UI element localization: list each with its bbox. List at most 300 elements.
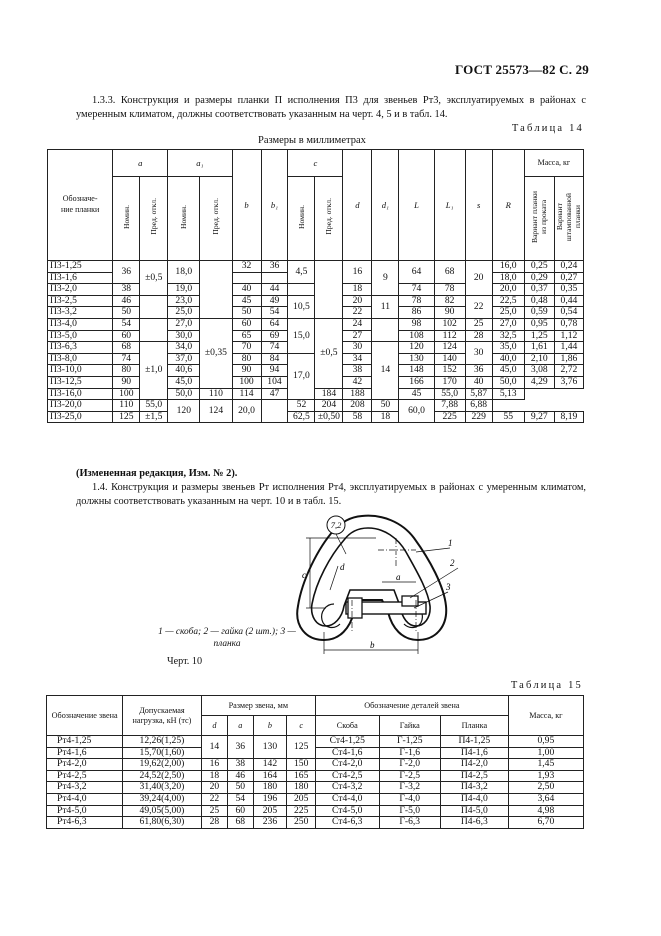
cell: ±1,0 <box>140 342 168 400</box>
cell: 5,13 <box>492 388 524 400</box>
th-mass: Масса, кг <box>524 150 583 177</box>
cell-empty <box>200 261 232 319</box>
cell: 0,48 <box>524 295 554 307</box>
cell: 14 <box>372 342 399 400</box>
th-c: c <box>288 150 343 177</box>
cell: 78 <box>399 295 434 307</box>
cell: 18 <box>372 411 399 423</box>
leader-3 <box>414 592 448 608</box>
cell: П4-2,0 <box>440 759 508 771</box>
cell: 30,0 <box>168 330 200 342</box>
cell: Рт4-2,5 <box>47 770 123 782</box>
cell: 32,5 <box>492 330 524 342</box>
cell: 49,05(5,00) <box>123 805 201 817</box>
table-row <box>47 736 584 748</box>
amendment-note: (Измененная редакция, Изм. № 2). <box>76 468 238 479</box>
cell: Ст4-2,5 <box>315 770 379 782</box>
cell: 60 <box>113 330 140 342</box>
cell: 180 <box>287 782 316 794</box>
cell: 6,88 <box>465 400 492 412</box>
table-row <box>47 747 584 759</box>
cell: П4-1,25 <box>440 736 508 748</box>
cell: 124 <box>434 342 465 354</box>
th-a1-pred: Пред. откл. <box>200 177 232 261</box>
cell: 152 <box>434 365 465 377</box>
th-R: R <box>492 150 524 261</box>
cell: 36 <box>228 736 253 759</box>
cell: 18 <box>201 770 227 782</box>
cell: П4-4,0 <box>440 793 508 805</box>
cell: Рт4-1,25 <box>47 736 123 748</box>
cell: 3,76 <box>554 376 583 388</box>
cell: 1,93 <box>508 770 583 782</box>
cell: 50,0 <box>168 388 200 400</box>
paragraph-1-3-3: 1.3.3. Конструкция и размеры планки П исполнения П3 для звеньев Рт3, эксплуатируемых в районах с умеренным климатом, должны соответствовать указанным на черт. 4, 5 и в табл. 14. <box>76 95 586 120</box>
cell: 1,45 <box>508 759 583 771</box>
cell: ±0,50 <box>315 411 343 423</box>
cell: Ст4-4,0 <box>315 793 379 805</box>
cell: 20 <box>201 782 227 794</box>
dim-d-leader <box>330 566 338 590</box>
cell: 25 <box>201 805 227 817</box>
cell: 25 <box>465 318 492 330</box>
cell: Ст4-5,0 <box>315 805 379 817</box>
cell: 35,0 <box>492 342 524 354</box>
cell: 25,0 <box>492 307 524 319</box>
cell: 204 <box>315 400 343 412</box>
cell: 12,26(1,25) <box>123 736 201 748</box>
cell: 17,0 <box>288 353 315 399</box>
cell: 100 <box>113 388 140 400</box>
cell: Ст4-2,0 <box>315 759 379 771</box>
cell: 225 <box>287 805 316 817</box>
cell: 30 <box>343 342 372 354</box>
cell: 5,87 <box>465 388 492 400</box>
drawing-link-rt4 <box>290 508 460 656</box>
th-a: a <box>228 716 253 736</box>
cell: 62,5 <box>288 411 315 423</box>
cell: Ст4-1,6 <box>315 747 379 759</box>
cell: Г-1,25 <box>379 736 440 748</box>
cell: Рт4-1,6 <box>47 747 123 759</box>
table-row <box>48 411 584 423</box>
cell: 0,29 <box>524 272 554 284</box>
cell: 60 <box>232 318 261 330</box>
cell: 1,44 <box>554 342 583 354</box>
cell: 225 <box>434 411 465 423</box>
cell: 1,61 <box>524 342 554 354</box>
cell: 120 <box>399 342 434 354</box>
cell: П3-12,5 <box>48 376 113 388</box>
cell: 140 <box>434 353 465 365</box>
th-a-nomin: Номин. <box>113 177 140 261</box>
th-d: d <box>201 716 227 736</box>
cell: 19,62(2,00) <box>123 759 201 771</box>
cell: 50 <box>232 307 261 319</box>
th-a1-nomin: Номин. <box>168 177 200 261</box>
cell: 20,0 <box>232 400 261 423</box>
cell: 125 <box>287 736 316 759</box>
th-c-pred: Пред. откл. <box>315 177 343 261</box>
table-15 <box>46 695 584 829</box>
cell: 0,24 <box>554 261 583 273</box>
th-d1: d₁ <box>372 150 399 261</box>
cell: 68 <box>434 261 465 284</box>
cell: 42 <box>343 376 372 388</box>
cell: 16 <box>343 261 372 284</box>
cell: П3-8,0 <box>48 353 113 365</box>
cell: 196 <box>253 793 287 805</box>
nut-left <box>348 598 362 618</box>
cell: 0,59 <box>524 307 554 319</box>
cell: П3-25,0 <box>48 411 113 423</box>
cell: 165 <box>287 770 316 782</box>
cell: 74 <box>399 284 434 296</box>
cell: П3-1,25 <box>48 261 113 273</box>
cell: 90 <box>434 307 465 319</box>
cell: Рт4-2,0 <box>47 759 123 771</box>
th-a-pred: Пред. откл. <box>140 177 168 261</box>
cell: 64 <box>261 318 288 330</box>
th-load: Допускаемая нагрузка, кН (тс) <box>123 696 201 736</box>
cell: 86 <box>399 307 434 319</box>
cell: 184 <box>315 388 343 400</box>
table-row <box>47 782 584 794</box>
cell: 38 <box>228 759 253 771</box>
cell: Ст4-6,3 <box>315 817 379 829</box>
table-15-caption: Таблица 15 <box>510 680 583 691</box>
th-mass: Масса, кг <box>508 696 583 736</box>
table-row <box>48 388 584 400</box>
cell: 28 <box>201 817 227 829</box>
cell: 27,0 <box>168 318 200 330</box>
cell: 2,72 <box>554 365 583 377</box>
cell: 58 <box>343 411 372 423</box>
cell: 130 <box>399 353 434 365</box>
cell: 205 <box>287 793 316 805</box>
cell: 114 <box>232 388 261 400</box>
cell: 50,0 <box>492 376 524 388</box>
table-row <box>48 400 584 412</box>
cell: 31,40(3,20) <box>123 782 201 794</box>
cell: 2,10 <box>524 353 554 365</box>
cell-empty <box>315 261 343 319</box>
cell: 22 <box>465 295 492 318</box>
cell: 9,27 <box>524 411 554 423</box>
cell: 18 <box>343 284 372 296</box>
cell: Г-5,0 <box>379 805 440 817</box>
cell: 22,5 <box>492 295 524 307</box>
cell: 10,5 <box>288 295 315 318</box>
cell: 50 <box>372 400 399 412</box>
cell: 40 <box>465 376 492 388</box>
cell: 22 <box>201 793 227 805</box>
cell: 125 <box>113 411 140 423</box>
cell: П3-16,0 <box>48 388 113 400</box>
cell-empty <box>261 400 288 423</box>
cell: 0,37 <box>524 284 554 296</box>
cell: 14 <box>201 736 227 759</box>
cell: 82 <box>434 295 465 307</box>
cell: 120 <box>168 400 200 423</box>
cell: 27 <box>343 330 372 342</box>
cell: ±1,5 <box>140 411 168 423</box>
cell: 4,29 <box>524 376 554 388</box>
cell: 0,25 <box>524 261 554 273</box>
th-skoba: Скоба <box>315 716 379 736</box>
cell: 1,12 <box>554 330 583 342</box>
th-gaika: Гайка <box>379 716 440 736</box>
cell: 50 <box>228 782 253 794</box>
cell: Ст4-1,25 <box>315 736 379 748</box>
roughness-leader <box>336 534 346 554</box>
table-row <box>47 793 584 805</box>
cell: 166 <box>399 376 434 388</box>
th-mass-var1: Вариант планки из проката <box>524 177 554 261</box>
th-L1: L₁ <box>434 150 465 261</box>
cell-empty <box>140 295 168 318</box>
cell: 50 <box>113 307 140 319</box>
cell: Ст4-3,2 <box>315 782 379 794</box>
cell: 32 <box>232 261 261 273</box>
th-c: c <box>287 716 316 736</box>
cell: 0,44 <box>554 295 583 307</box>
cell: 16,0 <box>492 261 524 273</box>
cell: 15,0 <box>288 318 315 353</box>
cell: ±0,35 <box>200 318 232 388</box>
callout-1: 1 <box>448 538 453 548</box>
cell: 164 <box>253 770 287 782</box>
cell: 34,0 <box>168 342 200 354</box>
cell: 229 <box>465 411 492 423</box>
cell: 24 <box>343 318 372 330</box>
cell: П4-5,0 <box>440 805 508 817</box>
left-eye <box>322 604 340 627</box>
th-mass-var2: Вариант штампованной планки <box>554 177 583 261</box>
table-row <box>47 770 584 782</box>
cell: 65 <box>232 330 261 342</box>
th-d: d <box>343 150 372 261</box>
cell: П4-1,6 <box>440 747 508 759</box>
cell: 0,35 <box>554 284 583 296</box>
cell: Г-3,2 <box>379 782 440 794</box>
cell: П3-1,6 <box>48 272 113 284</box>
cell-empty <box>261 272 288 284</box>
th-b1: b₁ <box>261 150 288 261</box>
nut-right <box>402 596 418 606</box>
cell-empty <box>232 272 261 284</box>
cell: 90 <box>113 376 140 388</box>
cell: 3,08 <box>524 365 554 377</box>
cell: 64 <box>399 261 434 284</box>
cell-empty <box>288 284 315 296</box>
th-a: a <box>113 150 168 177</box>
cell: 236 <box>253 817 287 829</box>
cell: 0,78 <box>554 318 583 330</box>
cell: 110 <box>113 400 140 412</box>
cell: 20 <box>343 295 372 307</box>
cell: 44 <box>261 284 288 296</box>
table-row <box>47 817 584 829</box>
cell: 45,0 <box>492 365 524 377</box>
callout-3: 3 <box>446 582 451 592</box>
cell: 25,0 <box>168 307 200 319</box>
cell: П4-6,3 <box>440 817 508 829</box>
th-b: b <box>253 716 287 736</box>
cell: Г-2,0 <box>379 759 440 771</box>
cell: 52 <box>288 400 315 412</box>
cell: 6,70 <box>508 817 583 829</box>
cell: 11 <box>372 295 399 318</box>
cell: 104 <box>261 376 288 388</box>
cell-empty <box>372 318 399 341</box>
th-c-nomin: Номин. <box>288 177 315 261</box>
table-row <box>47 759 584 771</box>
cell: 98 <box>399 318 434 330</box>
dim-label-c: c <box>302 570 306 580</box>
table-row <box>48 261 584 273</box>
page-header: ГОСТ 25573—82 С. 29 <box>455 62 589 77</box>
cell: 90 <box>232 365 261 377</box>
cell: 180 <box>253 782 287 794</box>
cell: 45,0 <box>168 376 200 388</box>
cell: 16 <box>201 759 227 771</box>
cell: 130 <box>253 736 287 759</box>
cell: Рт4-3,2 <box>47 782 123 794</box>
cell: 84 <box>261 353 288 365</box>
cell: П3-2,0 <box>48 284 113 296</box>
paragraph-1-4: 1.4. Конструкция и размеры звеньев Рт исполнения Рт4, эксплуатируемых в районах с умеренным климатом, должны соответствовать указанным на черт. 10 и в табл. 15. <box>76 482 586 507</box>
cell: 20,0 <box>492 284 524 296</box>
cell: П3-3,2 <box>48 307 113 319</box>
cell: 39,24(4,00) <box>123 793 201 805</box>
cell: 108 <box>399 330 434 342</box>
table-14 <box>47 149 584 423</box>
cell: 8,19 <box>554 411 583 423</box>
cell: 9 <box>372 261 399 296</box>
callout-2: 2 <box>450 558 455 568</box>
cell: 46 <box>113 295 140 307</box>
cell: 205 <box>253 805 287 817</box>
th-b: b <box>232 150 261 261</box>
cell: 1,25 <box>524 330 554 342</box>
cell: 80 <box>232 353 261 365</box>
dim-label-d: d <box>340 562 345 572</box>
cell: 4,5 <box>288 261 315 284</box>
cell: 60 <box>228 805 253 817</box>
cell: 102 <box>434 318 465 330</box>
cell: 24,52(2,50) <box>123 770 201 782</box>
cell: 69 <box>261 330 288 342</box>
cell: 3,64 <box>508 793 583 805</box>
cell: 110 <box>200 388 232 400</box>
cell: 94 <box>261 365 288 377</box>
cell: 45 <box>399 388 434 400</box>
cell: 61,80(6,30) <box>123 817 201 829</box>
cell: 60,0 <box>399 400 434 423</box>
table-14-units: Размеры в миллиметрах <box>258 135 366 146</box>
cell: 100 <box>232 376 261 388</box>
figure-legend: 1 — скоба; 2 — гайка (2 шт.); 3 — планка <box>158 627 296 649</box>
cell: 55,0 <box>140 400 168 412</box>
cell: 15,70(1,60) <box>123 747 201 759</box>
cell: 30 <box>465 342 492 365</box>
cell: 68 <box>228 817 253 829</box>
cell: 20 <box>465 261 492 296</box>
cell: 46 <box>228 770 253 782</box>
cell: 208 <box>343 400 372 412</box>
cell: 38 <box>343 365 372 377</box>
cell: 170 <box>434 376 465 388</box>
cell: 36 <box>113 261 140 284</box>
cell: 36 <box>465 365 492 377</box>
cell: 1,86 <box>554 353 583 365</box>
cell: 124 <box>200 400 232 423</box>
cell: Г-1,6 <box>379 747 440 759</box>
cell: 40,6 <box>168 365 200 377</box>
cell: 34 <box>343 353 372 365</box>
cell: 4,98 <box>508 805 583 817</box>
cell: 18,0 <box>492 272 524 284</box>
cell: 74 <box>113 353 140 365</box>
cell: П3-2,5 <box>48 295 113 307</box>
cell: 250 <box>287 817 316 829</box>
th-planka: Планка <box>440 716 508 736</box>
cell: 23,0 <box>168 295 200 307</box>
cell: 0,95 <box>508 736 583 748</box>
cell: 40 <box>232 284 261 296</box>
cell: 70 <box>232 342 261 354</box>
cell: П4-2,5 <box>440 770 508 782</box>
th-designation: Обозначе- ние планки <box>48 150 113 261</box>
table-row <box>47 805 584 817</box>
cell: ±0,5 <box>315 318 343 388</box>
cell: 74 <box>261 342 288 354</box>
cell: 0,54 <box>554 307 583 319</box>
cell: 45 <box>232 295 261 307</box>
th-size: Размер звена, мм <box>201 696 315 716</box>
cell: 47 <box>261 388 288 400</box>
table-row <box>48 318 584 330</box>
cell: П3-10,0 <box>48 365 113 377</box>
table-14-caption: Таблица 14 <box>511 123 584 134</box>
cell: Рт4-4,0 <box>47 793 123 805</box>
cell-empty <box>140 318 168 341</box>
cell: Г-2,5 <box>379 770 440 782</box>
cell: 18,0 <box>168 261 200 284</box>
cell: 54 <box>113 318 140 330</box>
th-designation: Обозначение звена <box>47 696 123 736</box>
cell: Рт4-6,3 <box>47 817 123 829</box>
dim-label-a: a <box>396 572 401 582</box>
roughness-label: 7,2 <box>330 520 342 530</box>
cell: 36 <box>261 261 288 273</box>
cell: П3-20,0 <box>48 400 113 412</box>
cell: 7,88 <box>434 400 465 412</box>
cell: П4-3,2 <box>440 782 508 794</box>
dim-label-b: b <box>370 640 375 650</box>
cell: 27,0 <box>492 318 524 330</box>
cell: 78 <box>434 284 465 296</box>
th-a1: a₁ <box>168 150 232 177</box>
cell: П3-6,3 <box>48 342 113 354</box>
cell: Рт4-5,0 <box>47 805 123 817</box>
cell: П3-5,0 <box>48 330 113 342</box>
cell: 148 <box>399 365 434 377</box>
cell: 19,0 <box>168 284 200 296</box>
cell: Г-4,0 <box>379 793 440 805</box>
cell: 54 <box>261 307 288 319</box>
